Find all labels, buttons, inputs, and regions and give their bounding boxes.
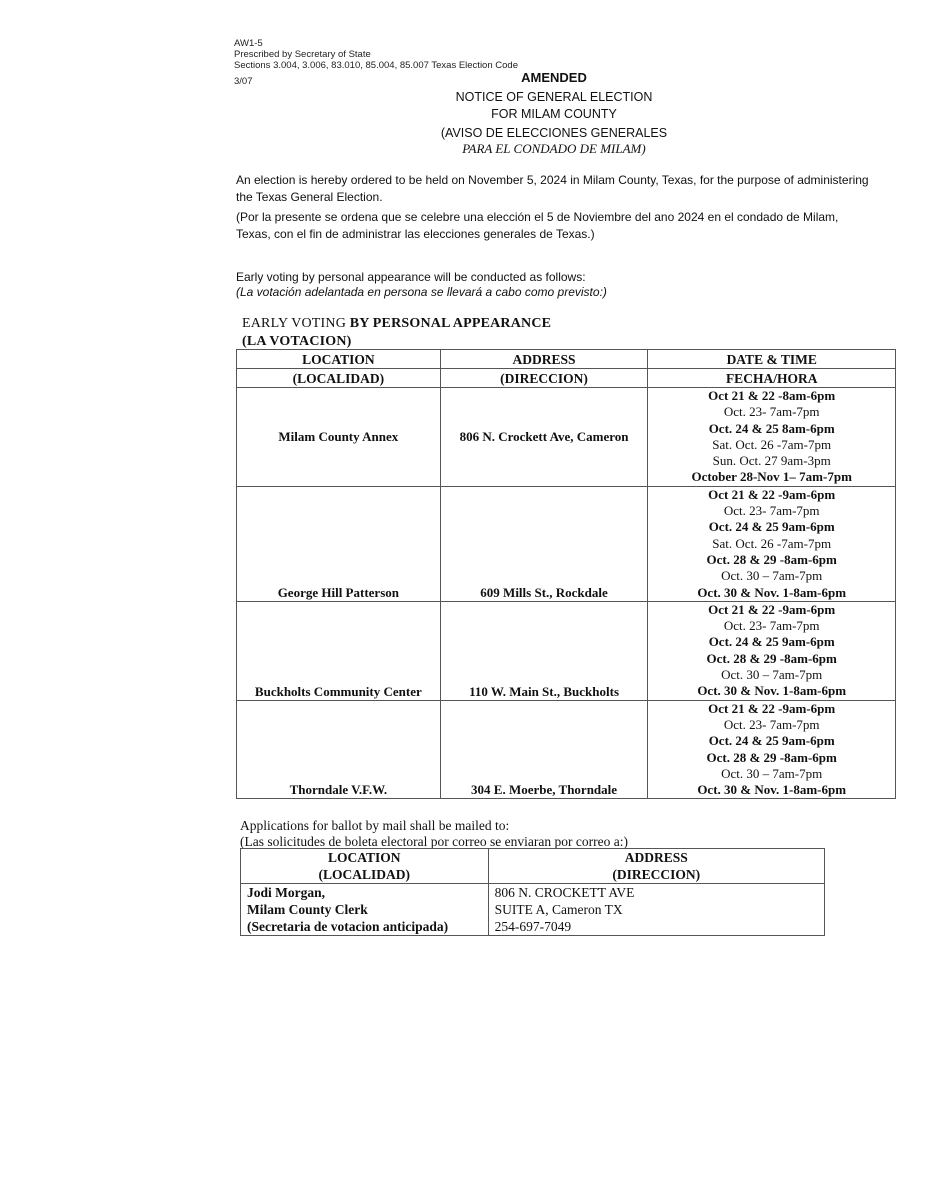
address-cell: 609 Mills St., Rockdale — [440, 486, 648, 601]
county-title-es: PARA EL CONDADO DE MILAM) — [462, 141, 646, 156]
county-title: FOR MILAM COUNTY — [491, 107, 617, 121]
clerk-name: Jodi Morgan, — [247, 885, 326, 900]
mail-city: SUITE A, Cameron TX — [494, 902, 623, 917]
time-slot: Oct 21 & 22 -9am-6pm — [708, 601, 836, 617]
form-prescribed: Prescribed by Secretary of State — [234, 49, 371, 60]
intro-english: An election is hereby ordered to be held on November 5, 2024 in Milam County, Texas, for the purpose of administering the Texas General Election. — [236, 173, 869, 204]
time-slot: Oct. 28 & 29 -8am-6pm — [706, 551, 837, 567]
location-cell: Buckholts Community Center — [237, 601, 441, 700]
mail-address-cell — [488, 884, 824, 936]
mail-intro-es: (Las solicitudes de boleta electoral por correo se enviaran por correo a:) — [240, 834, 628, 849]
time-slot: Oct. 23- 7am-7pm — [723, 618, 820, 634]
address-cell: 304 E. Moerbe, Thorndale — [440, 700, 648, 799]
location-cell: George Hill Patterson — [237, 486, 441, 601]
mail-location-cell — [241, 884, 489, 936]
header-datetime: DATE & TIME — [648, 350, 896, 369]
time-slot: Oct 21 & 22 -8am-6pm — [708, 388, 836, 403]
intro-spanish: (Por la presente se ordena que se celebre una elección el 5 de Noviembre del ano 2024 en el condado de Milam, Texas, con el fin de administrar las elecciones generales de Texas.) — [236, 210, 839, 241]
form-sections: Sections 3.004, 3.006, 83.010, 85.004, 85.007 Texas Election Code — [234, 60, 518, 71]
time-slot: Oct. 23- 7am-7pm — [723, 503, 820, 519]
time-slot: Oct. 30 & Nov. 1-8am-6pm — [697, 683, 847, 699]
time-slot: Oct. 30 – 7am-7pm — [721, 568, 823, 584]
time-slot: Sat. Oct. 26 -7am-7pm — [712, 535, 832, 551]
early-voting-table — [236, 349, 896, 799]
early-voting-section-subtitle: (LA VOTACION) — [242, 334, 352, 349]
datetime-cell — [648, 601, 896, 700]
time-slot: Oct. 23- 7am-7pm — [723, 716, 820, 732]
address-cell: 806 N. Crockett Ave, Cameron — [440, 388, 648, 487]
time-slot: Oct 21 & 22 -9am-6pm — [708, 486, 836, 502]
datetime-cell — [648, 700, 896, 799]
header-address-es: (DIRECCION) — [440, 369, 648, 388]
datetime-cell — [648, 388, 896, 487]
table-row — [237, 601, 896, 700]
time-slot: Sat. Oct. 26 -7am-7pm — [712, 436, 832, 452]
early-voting-intro: Early voting by personal appearance will be conducted as follows: — [236, 270, 586, 284]
header-datetime-es: FECHA/HORA — [648, 369, 896, 388]
early-voting-section-title: EARLY VOTING BY PERSONAL APPEARANCE — [242, 316, 552, 331]
header-address: ADDRESS — [440, 350, 648, 369]
early-voting-intro-es: (La votación adelantada en persona se llevará a cabo como previsto:) — [236, 285, 607, 299]
time-slot: Oct. 24 & 25 9am-6pm — [708, 519, 835, 535]
header-location: LOCATION — [237, 350, 441, 369]
time-slot: Oct. 24 & 25 8am-6pm — [708, 420, 835, 436]
time-slot: Sun. Oct. 27 9am-3pm — [712, 453, 831, 469]
time-slot: Oct. 30 – 7am-7pm — [721, 765, 823, 781]
clerk-title-es: (Secretaria de votacion anticipada) — [247, 919, 449, 934]
table-row — [237, 700, 896, 799]
time-slot: October 28-Nov 1– 7am-7pm — [691, 469, 852, 485]
amended-title: AMENDED — [521, 70, 587, 85]
time-slot: Oct. 28 & 29 -8am-6pm — [706, 749, 837, 765]
mail-header-location: LOCATION (LOCALIDAD) — [241, 849, 489, 884]
mail-phone: 254-697-7049 — [494, 919, 572, 934]
time-slot: Oct 21 & 22 -9am-6pm — [708, 700, 836, 716]
address-cell: 110 W. Main St., Buckholts — [440, 601, 648, 700]
mail-ballot-table — [240, 848, 825, 936]
datetime-cell — [648, 486, 896, 601]
notice-title: NOTICE OF GENERAL ELECTION — [455, 90, 653, 104]
clerk-title: Milam County Clerk — [247, 902, 368, 917]
header-location-es: (LOCALIDAD) — [237, 369, 441, 388]
notice-title-es: (AVISO DE ELECCIONES GENERALES — [440, 126, 668, 140]
time-slot: Oct. 23- 7am-7pm — [723, 404, 820, 420]
time-slot: Oct. 24 & 25 9am-6pm — [708, 733, 835, 749]
form-id: AW1-5 — [234, 38, 263, 49]
time-slot: Oct. 30 – 7am-7pm — [721, 667, 823, 683]
mail-street: 806 N. CROCKETT AVE — [494, 885, 635, 900]
location-cell: Milam County Annex — [237, 388, 441, 487]
time-slot: Oct. 24 & 25 9am-6pm — [708, 634, 835, 650]
mail-header-address: ADDRESS (DIRECCION) — [488, 849, 824, 884]
table-row — [237, 388, 896, 487]
mail-intro: Applications for ballot by mail shall be mailed to: — [240, 818, 510, 833]
time-slot: Oct. 30 & Nov. 1-8am-6pm — [697, 584, 847, 600]
time-slot: Oct. 28 & 29 -8am-6pm — [706, 650, 837, 666]
table-row — [237, 486, 896, 601]
time-slot: Oct. 30 & Nov. 1-8am-6pm — [697, 782, 847, 798]
location-cell: Thorndale V.F.W. — [237, 700, 441, 799]
form-revision: 3/07 — [234, 76, 253, 87]
